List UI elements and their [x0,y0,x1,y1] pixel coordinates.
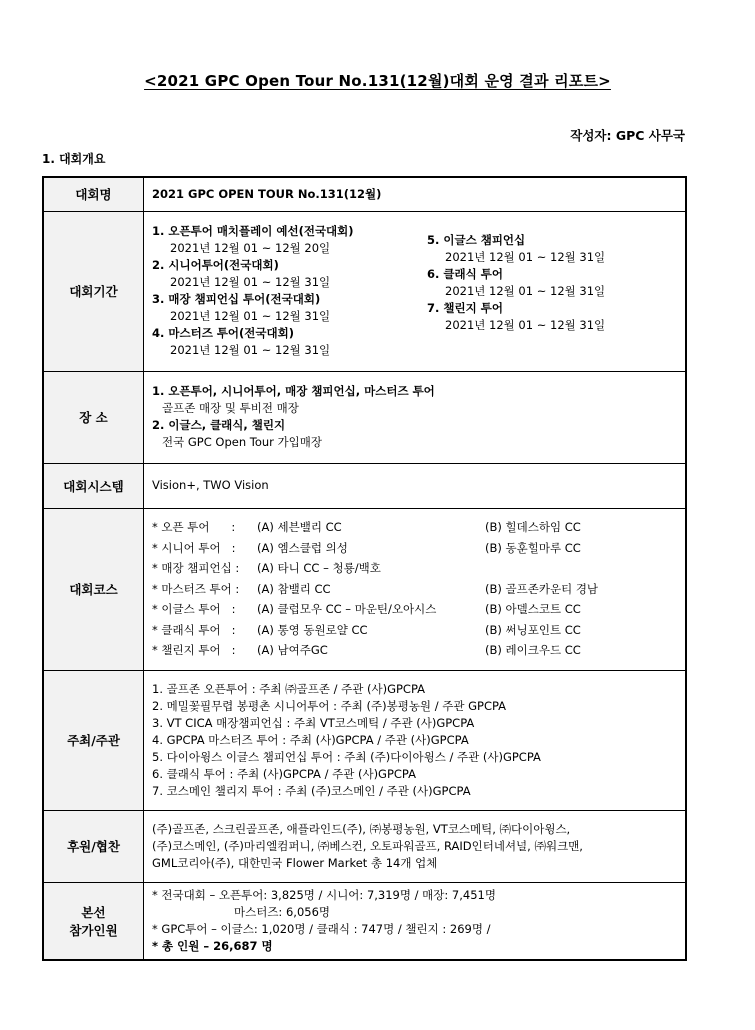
course-a: (A) 타니 CC – 청룡/백호 [257,561,381,576]
sponsor-line: (주)골프존, 스크린골프존, 애플라인드(주), ㈜봉평농원, VT코스메틱, ㈜다이아윙스, [152,821,571,836]
sponsor-line: GML코리아(주), 대한민국 Flower Market 총 14개 업체 [152,855,438,870]
course-tour-name: * 오픈 투어 : [152,520,236,535]
course-b: (B) 써닝포인트 CC [485,622,581,637]
row-course [43,508,686,670]
value-period [144,211,687,371]
course-tour-name: * 이글스 투어 : [152,602,236,617]
value-system: Vision+, TWO Vision [144,463,687,508]
period-item-date: 2021년 12월 01 ~ 12월 31일 [170,343,331,357]
period-item-title: 6. 클래식 투어 [427,267,503,281]
participants-line: * GPC투어 – 이글스: 1,020명 / 클래식 : 747명 / 챌린지 : 269명 / [152,921,491,936]
label-participants-line1: 본선 [81,904,106,920]
venue-line: 1. 오픈투어, 시니어투어, 매장 챔피언십, 마스터즈 투어 [152,384,435,398]
label-participants-line2: 참가인원 [69,922,118,938]
author-line: 작성자: GPC 사무국 [570,128,685,143]
period-item-date: 2021년 12월 01 ~ 12월 31일 [445,250,606,264]
period-item-date: 2021년 12월 01 ~ 12월 31일 [445,318,606,332]
label-venue: 장 소 [43,371,144,463]
period-item-title: 2. 시니어투어(전국대회) [152,258,279,272]
period-item-title: 7. 챌린지 투어 [427,301,503,315]
course-item [152,517,677,538]
participants-line: * 전국대회 – 오픈투어: 3,825명 / 시니어: 7,319명 / 매장: 7,451명 [152,887,496,902]
course-a: (A) 세븐밸리 CC [257,520,342,535]
period-item-date: 2021년 12월 01 ~ 12월 31일 [170,275,331,289]
host-item: 2. 메밀꽃필무렵 봉평촌 시니어투어 : 주최 (주)봉평농원 / 주관 GPCPA [152,698,507,713]
course-item [152,538,677,559]
label-period: 대회기간 [43,211,144,371]
host-item: 4. GPCPA 마스터즈 투어 : 주최 (사)GPCPA / 주관 (사)GPCPA [152,732,469,747]
course-tour-name: * 챌린지 투어 : [152,643,236,658]
course-tour-name: * 매장 챔피언십 : [152,561,240,576]
value-venue [144,371,687,463]
venue-line: 전국 GPC Open Tour 가입매장 [162,435,322,449]
label-participants [43,882,144,960]
host-item: 5. 다이아윙스 이글스 챔피언십 투어 : 주최 (주)다이아윙스 / 주관 (사)GPCPA [152,749,541,764]
period-item-title: 3. 매장 챔피언십 투어(전국대회) [152,292,321,306]
period-left-column [152,223,427,359]
host-item: 7. 코스메인 챌리지 투어 : 주최 (주)코스메인 / 주관 (사)GPCPA [152,783,471,798]
course-item [152,579,677,600]
host-item: 1. 골프존 오픈투어 : 주최 ㈜골프존 / 주관 (사)GPCPA [152,681,426,696]
label-course: 대회코스 [43,508,144,670]
period-item-title: 5. 이글스 챔피언십 [427,233,526,247]
row-host [43,670,686,810]
course-b: (B) 동훈힐마루 CC [485,540,581,555]
course-tour-name: * 시니어 투어 : [152,540,236,555]
course-b: (B) 힐데스하임 CC [485,520,581,535]
section-heading: 1. 대회개요 [42,152,106,166]
value-tournament-name: 2021 GPC OPEN TOUR No.131(12월) [144,177,687,211]
course-b: (B) 골프존카운티 경남 [485,581,599,596]
value-participants [144,882,687,960]
label-host: 주최/주관 [43,670,144,810]
value-host [144,670,687,810]
venue-line: 2. 이글스, 클래식, 챌린지 [152,418,286,432]
course-b [485,558,677,579]
course-a: (A) 클럽모우 CC – 마운틴/오아시스 [257,602,437,617]
course-item [152,640,677,661]
row-sponsor [43,810,686,882]
label-system: 대회시스템 [43,463,144,508]
period-right-column [427,223,677,359]
row-tournament-name [43,177,686,211]
host-item: 3. VT CICA 매장챔피언십 : 주최 VT코스메틱 / 주관 (사)GPCPA [152,715,475,730]
row-system [43,463,686,508]
host-item: 6. 클래식 투어 : 주최 (사)GPCPA / 주관 (사)GPCPA [152,766,416,781]
period-item-date: 2021년 12월 01 ~ 12월 20일 [170,241,331,255]
course-tour-name: * 클래식 투어 : [152,622,236,637]
course-item [152,620,677,641]
period-item-date: 2021년 12월 01 ~ 12월 31일 [445,284,606,298]
report-title: <2021 GPC Open Tour No.131(12월)대회 운영 결과 리포트> [144,72,611,90]
period-item-date: 2021년 12월 01 ~ 12월 31일 [170,309,331,323]
course-a: (A) 통영 동원로얄 CC [257,622,368,637]
course-item [152,599,677,620]
course-a: (A) 엠스클럽 의성 [257,540,348,555]
course-b: (B) 레이크우드 CC [485,643,581,658]
period-item-title: 1. 오픈투어 매치플레이 예선(전국대회) [152,224,354,238]
label-tournament-name: 대회명 [43,177,144,211]
course-item [152,558,677,579]
venue-line: 골프존 매장 및 투비전 매장 [162,401,299,415]
period-item-title: 4. 마스터즈 투어(전국대회) [152,326,294,340]
participants-line: 마스터즈: 6,056명 [234,904,330,919]
row-venue [43,371,686,463]
course-a: (A) 참밸리 CC [257,581,331,596]
row-period [43,211,686,371]
row-participants [43,882,686,960]
value-course [144,508,687,670]
overview-table [42,176,687,961]
course-tour-name: * 마스터즈 투어 : [152,581,240,596]
participants-total: * 총 인원 – 26,687 명 [152,938,273,953]
course-a: (A) 남여주GC [257,643,328,658]
label-sponsor: 후원/협찬 [43,810,144,882]
sponsor-line: (주)코스메인, (주)마리엘컴퍼니, ㈜베스컨, 오토파워골프, RAID인터네셔널, ㈜워크맨, [152,838,583,853]
value-sponsor [144,810,687,882]
course-b: (B) 아델스코트 CC [485,602,581,617]
